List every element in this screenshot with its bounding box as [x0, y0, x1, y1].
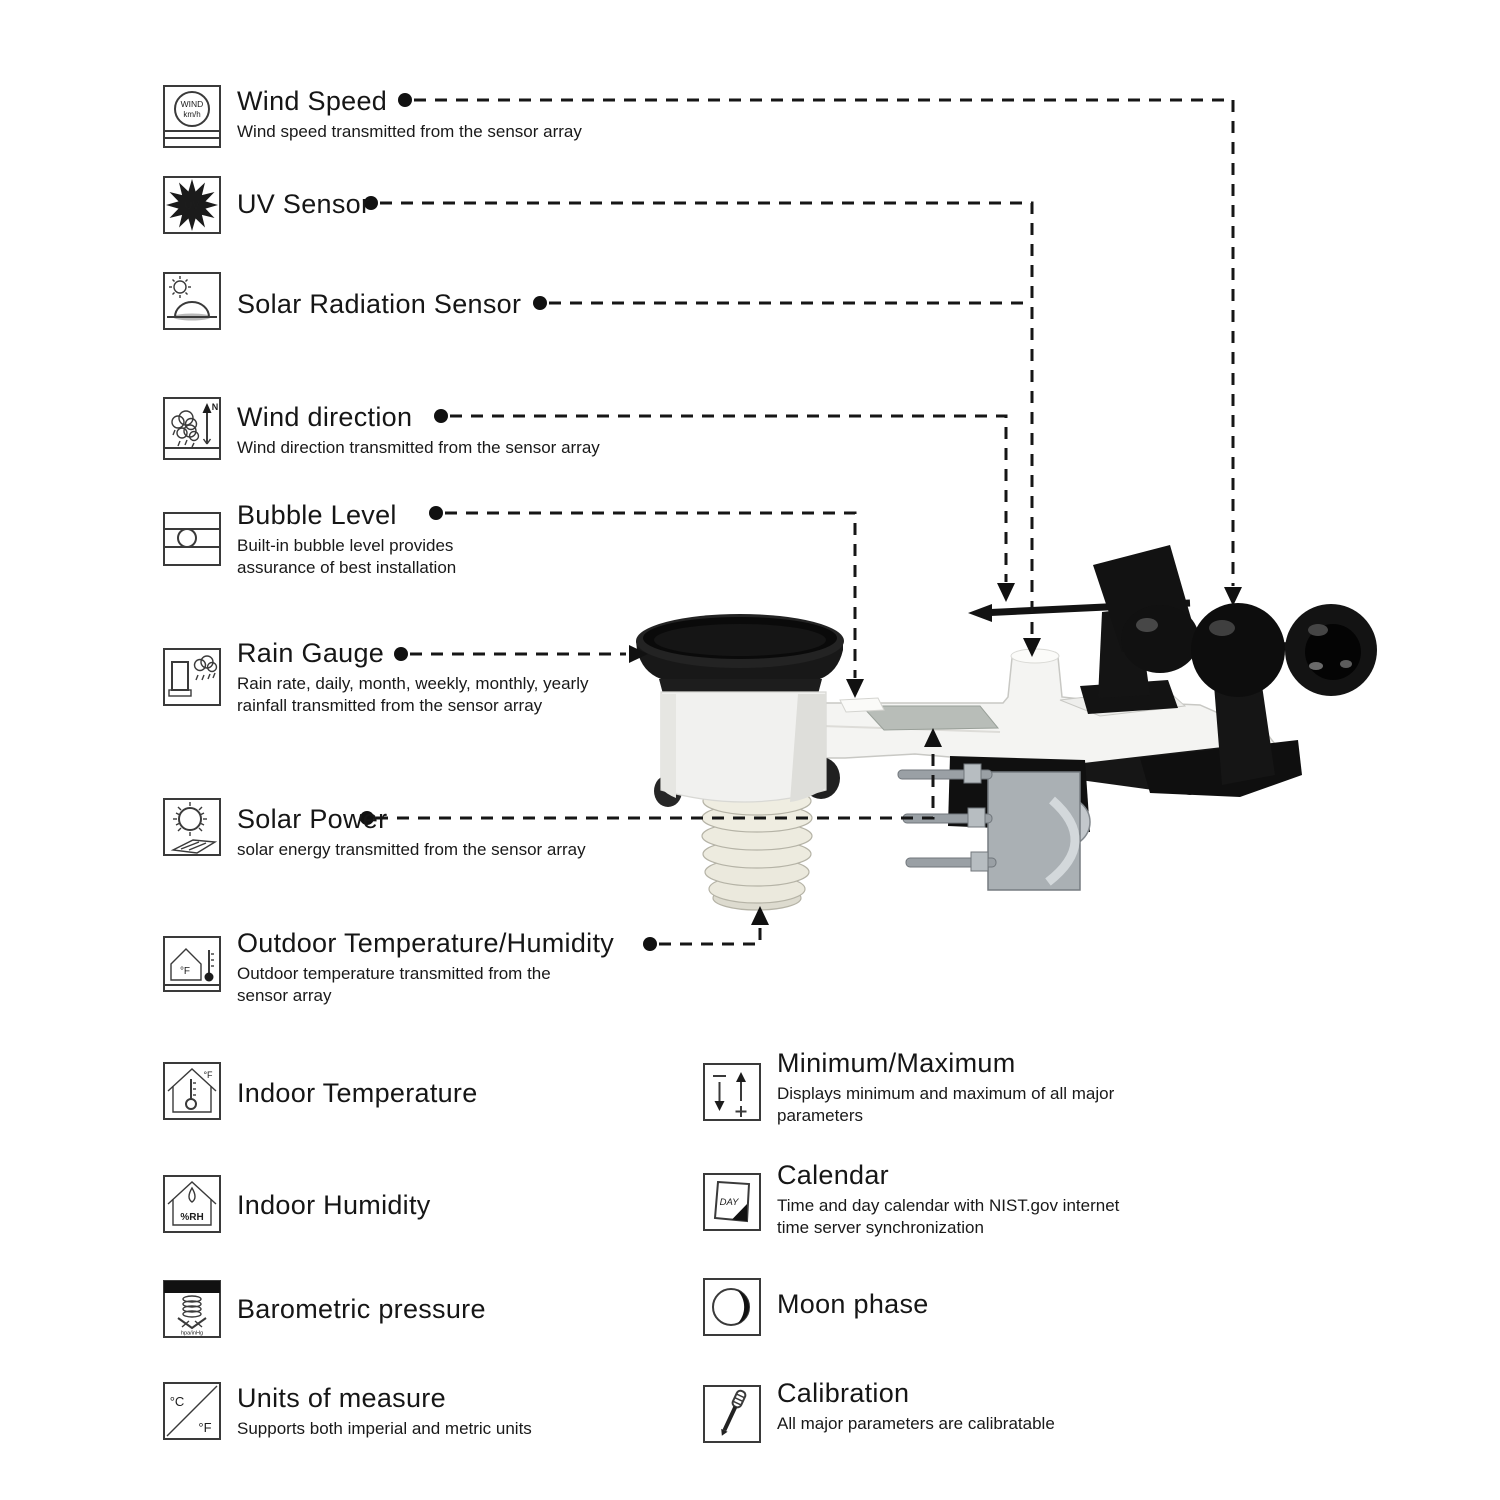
- feature-calibration: [703, 1378, 1055, 1443]
- arrow-bubble-level: [846, 679, 864, 698]
- feature-uv-sensor: [163, 176, 370, 234]
- indoor-humidity-icon: [163, 1175, 221, 1233]
- calendar-icon-label: DAY: [719, 1197, 739, 1208]
- feature-solar-power: [163, 798, 586, 861]
- feature-title: Minimum/Maximum: [777, 1048, 1016, 1078]
- rain-gauge-icon: [163, 648, 221, 706]
- wind-speed-icon-label: WIND: [180, 99, 204, 109]
- feature-desc-line: assurance of best installation: [237, 557, 457, 577]
- feature-title: UV Sensor: [237, 189, 371, 219]
- wind-speed-icon: [163, 85, 221, 149]
- uv-sensor-post-top: [1011, 649, 1059, 663]
- arrow-wind-direction: [997, 583, 1015, 602]
- feature-indoor-temperature: [163, 1062, 478, 1120]
- units-icon-fahrenheit: °F: [198, 1420, 212, 1435]
- feature-desc-line: parameters: [777, 1105, 863, 1125]
- rain-collector-funnel: [636, 614, 844, 700]
- feature-title: Indoor Temperature: [237, 1078, 478, 1108]
- feature-title: Barometric pressure: [237, 1294, 486, 1324]
- feature-barometric-pressure: [163, 1280, 486, 1338]
- rain-gauge-body: [661, 692, 826, 802]
- feature-desc-line: All major parameters are calibratable: [777, 1414, 1055, 1433]
- feature-title: Calibration: [777, 1378, 910, 1408]
- feature-title: Units of measure: [237, 1383, 446, 1413]
- feature-rain-gauge: [163, 638, 589, 716]
- solar-radiation-icon: [163, 272, 221, 330]
- feature-title: Outdoor Temperature/Humidity: [237, 928, 615, 958]
- indoor-temp-icon-label: °F: [203, 1070, 213, 1080]
- feature-desc-line: Displays minimum and maximum of all major: [777, 1084, 1115, 1103]
- feature-bubble-level: [163, 500, 457, 578]
- wind-direction-icon-label: N: [211, 402, 219, 412]
- feature-moon-phase: [703, 1278, 929, 1336]
- feature-desc-line: Built-in bubble level provides: [237, 536, 454, 555]
- feature-title: Indoor Humidity: [237, 1190, 431, 1220]
- outdoor-temp-icon-label: °F: [179, 966, 191, 977]
- barometric-pressure-icon: [163, 1280, 221, 1338]
- feature-indoor-humidity: [163, 1175, 431, 1233]
- feature-desc-line: time server synchronization: [777, 1217, 984, 1237]
- feature-wind-direction: [163, 397, 600, 461]
- indoor-humidity-icon-label: %RH: [180, 1212, 204, 1223]
- feature-units-of-measure: [163, 1382, 532, 1440]
- calendar-icon: [703, 1173, 761, 1231]
- feature-desc-line: Wind direction transmitted from the sensor array: [237, 438, 600, 457]
- feature-desc-line: Outdoor temperature transmitted from the: [237, 964, 551, 983]
- feature-calendar: [703, 1160, 1120, 1238]
- feature-title: Solar Radiation Sensor: [237, 289, 522, 319]
- uv-icon-label: UV: [184, 200, 200, 212]
- outdoor-temp-icon: [163, 936, 221, 1000]
- feature-desc-line: Supports both imperial and metric units: [237, 1419, 532, 1438]
- moon-phase-icon: [703, 1278, 761, 1336]
- feature-desc-line: Rain rate, daily, month, weekly, monthly, yearly: [237, 674, 589, 693]
- feature-minimum-maximum: [703, 1048, 1115, 1126]
- feature-title: Moon phase: [777, 1289, 929, 1319]
- feature-desc-line: Wind speed transmitted from the sensor array: [237, 122, 582, 141]
- feature-desc-line: sensor array: [237, 985, 332, 1005]
- feature-outdoor-temp-humidity: [163, 928, 615, 1006]
- feature-title: Rain Gauge: [237, 638, 385, 668]
- feature-title: Bubble Level: [237, 500, 397, 530]
- feature-wind-speed: [163, 85, 582, 149]
- feature-desc-line: solar energy transmitted from the sensor array: [237, 840, 586, 859]
- solar-power-icon: [163, 798, 221, 856]
- feature-title: Wind direction: [237, 402, 413, 432]
- feature-title: Calendar: [777, 1160, 889, 1190]
- feature-desc-line: rainfall transmitted from the sensor array: [237, 695, 543, 715]
- uv-sensor-icon: [163, 176, 221, 234]
- bubble-level-icon: [163, 510, 221, 568]
- units-of-measure-icon: [163, 1382, 221, 1440]
- feature-title: Solar Power: [237, 804, 388, 834]
- barometric-icon-unit: hpa/inHg: [180, 1330, 204, 1337]
- calibration-icon: [703, 1385, 761, 1443]
- feature-solar-radiation: [163, 272, 521, 330]
- radiation-shield: [702, 787, 812, 910]
- wind-speed-icon-unit: km/h: [183, 110, 201, 119]
- mounting-bracket: [898, 756, 1090, 890]
- wind-direction-icon: [163, 397, 221, 461]
- min-max-icon: [703, 1063, 761, 1121]
- feature-desc-line: Time and day calendar with NIST.gov internet: [777, 1196, 1120, 1215]
- units-icon-celsius: °C: [169, 1394, 185, 1409]
- connector-outdoor-temp: [659, 926, 760, 944]
- indoor-temp-icon: [163, 1062, 221, 1120]
- feature-title: Wind Speed: [237, 86, 388, 116]
- bubble-level-ledge: [840, 698, 884, 712]
